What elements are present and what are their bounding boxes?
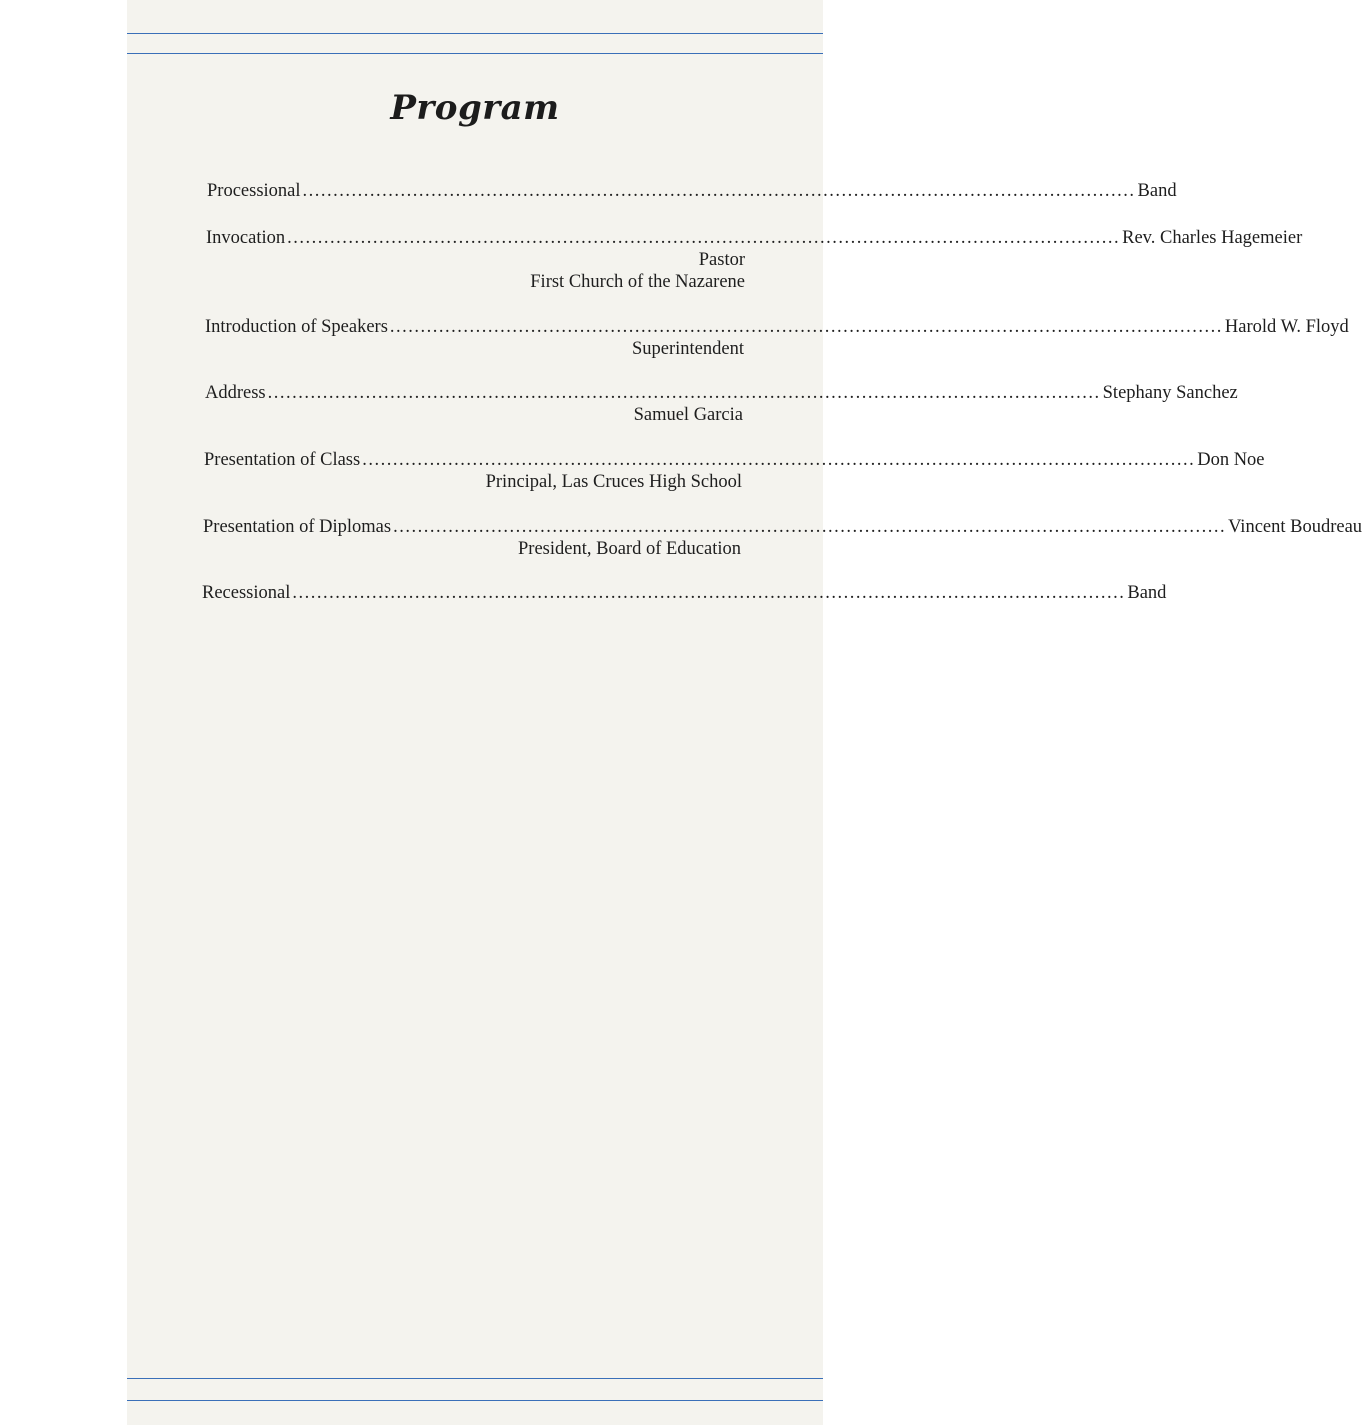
dot-leader: ........................................................................................................................................ [292, 583, 1126, 603]
entry-person: Don Noe [1197, 450, 1265, 470]
program-page [127, 0, 1362, 1425]
program-entry-processional [207, 181, 1177, 202]
entry-person: Band [1127, 583, 1167, 603]
entry-line [207, 181, 1177, 202]
program-entry-presentation-of-diplomas [203, 517, 1362, 560]
entry-person: Band [1137, 181, 1177, 201]
entry-detail: President, Board of Education [518, 539, 741, 559]
entry-detail: Principal, Las Cruces High School [485, 472, 742, 492]
entry-role: Presentation of Diplomas [203, 517, 392, 537]
program-entries [127, 0, 1362, 1425]
entry-detail: Pastor [698, 250, 745, 270]
bottom-rule-lower [127, 1400, 823, 1401]
entry-detail: First Church of the Nazarene [530, 272, 745, 292]
entry-role: Recessional [202, 583, 291, 603]
bottom-rule-upper [127, 1378, 823, 1379]
dot-leader: ........................................................................................................................................ [267, 383, 1101, 403]
entry-role: Address [205, 383, 266, 403]
entry-line [203, 517, 1362, 538]
entry-line [202, 583, 1167, 604]
entry-line [205, 317, 1349, 338]
dot-leader: ........................................................................................................................................ [393, 517, 1227, 537]
entry-person: Rev. Charles Hagemeier [1122, 228, 1303, 248]
entry-role: Invocation [206, 228, 286, 248]
entry-line [205, 383, 1238, 404]
dot-leader: ........................................................................................................................................ [302, 181, 1136, 201]
entry-detail: Superintendent [631, 339, 744, 359]
entry-role: Processional [207, 181, 301, 201]
program-entry-introduction [205, 317, 1349, 360]
entry-role: Introduction of Speakers [205, 317, 388, 337]
entry-person: Stephany Sanchez [1102, 383, 1238, 403]
program-entry-presentation-of-class [204, 450, 1265, 493]
entry-line [206, 228, 1303, 249]
entry-person: Vincent Boudreau [1228, 517, 1362, 537]
dot-leader: ........................................................................................................................................ [362, 450, 1196, 470]
entry-detail: Samuel Garcia [633, 405, 743, 425]
program-entry-address [205, 383, 1238, 426]
entry-person: Harold W. Floyd [1224, 317, 1349, 337]
program-entry-invocation [206, 228, 1303, 293]
page-title: Program [390, 88, 560, 128]
entry-line [204, 450, 1265, 471]
dot-leader: ........................................................................................................................................ [389, 317, 1223, 337]
program-entry-recessional [202, 583, 1167, 604]
entry-role: Presentation of Class [204, 450, 361, 470]
dot-leader: ........................................................................................................................................ [287, 228, 1121, 248]
